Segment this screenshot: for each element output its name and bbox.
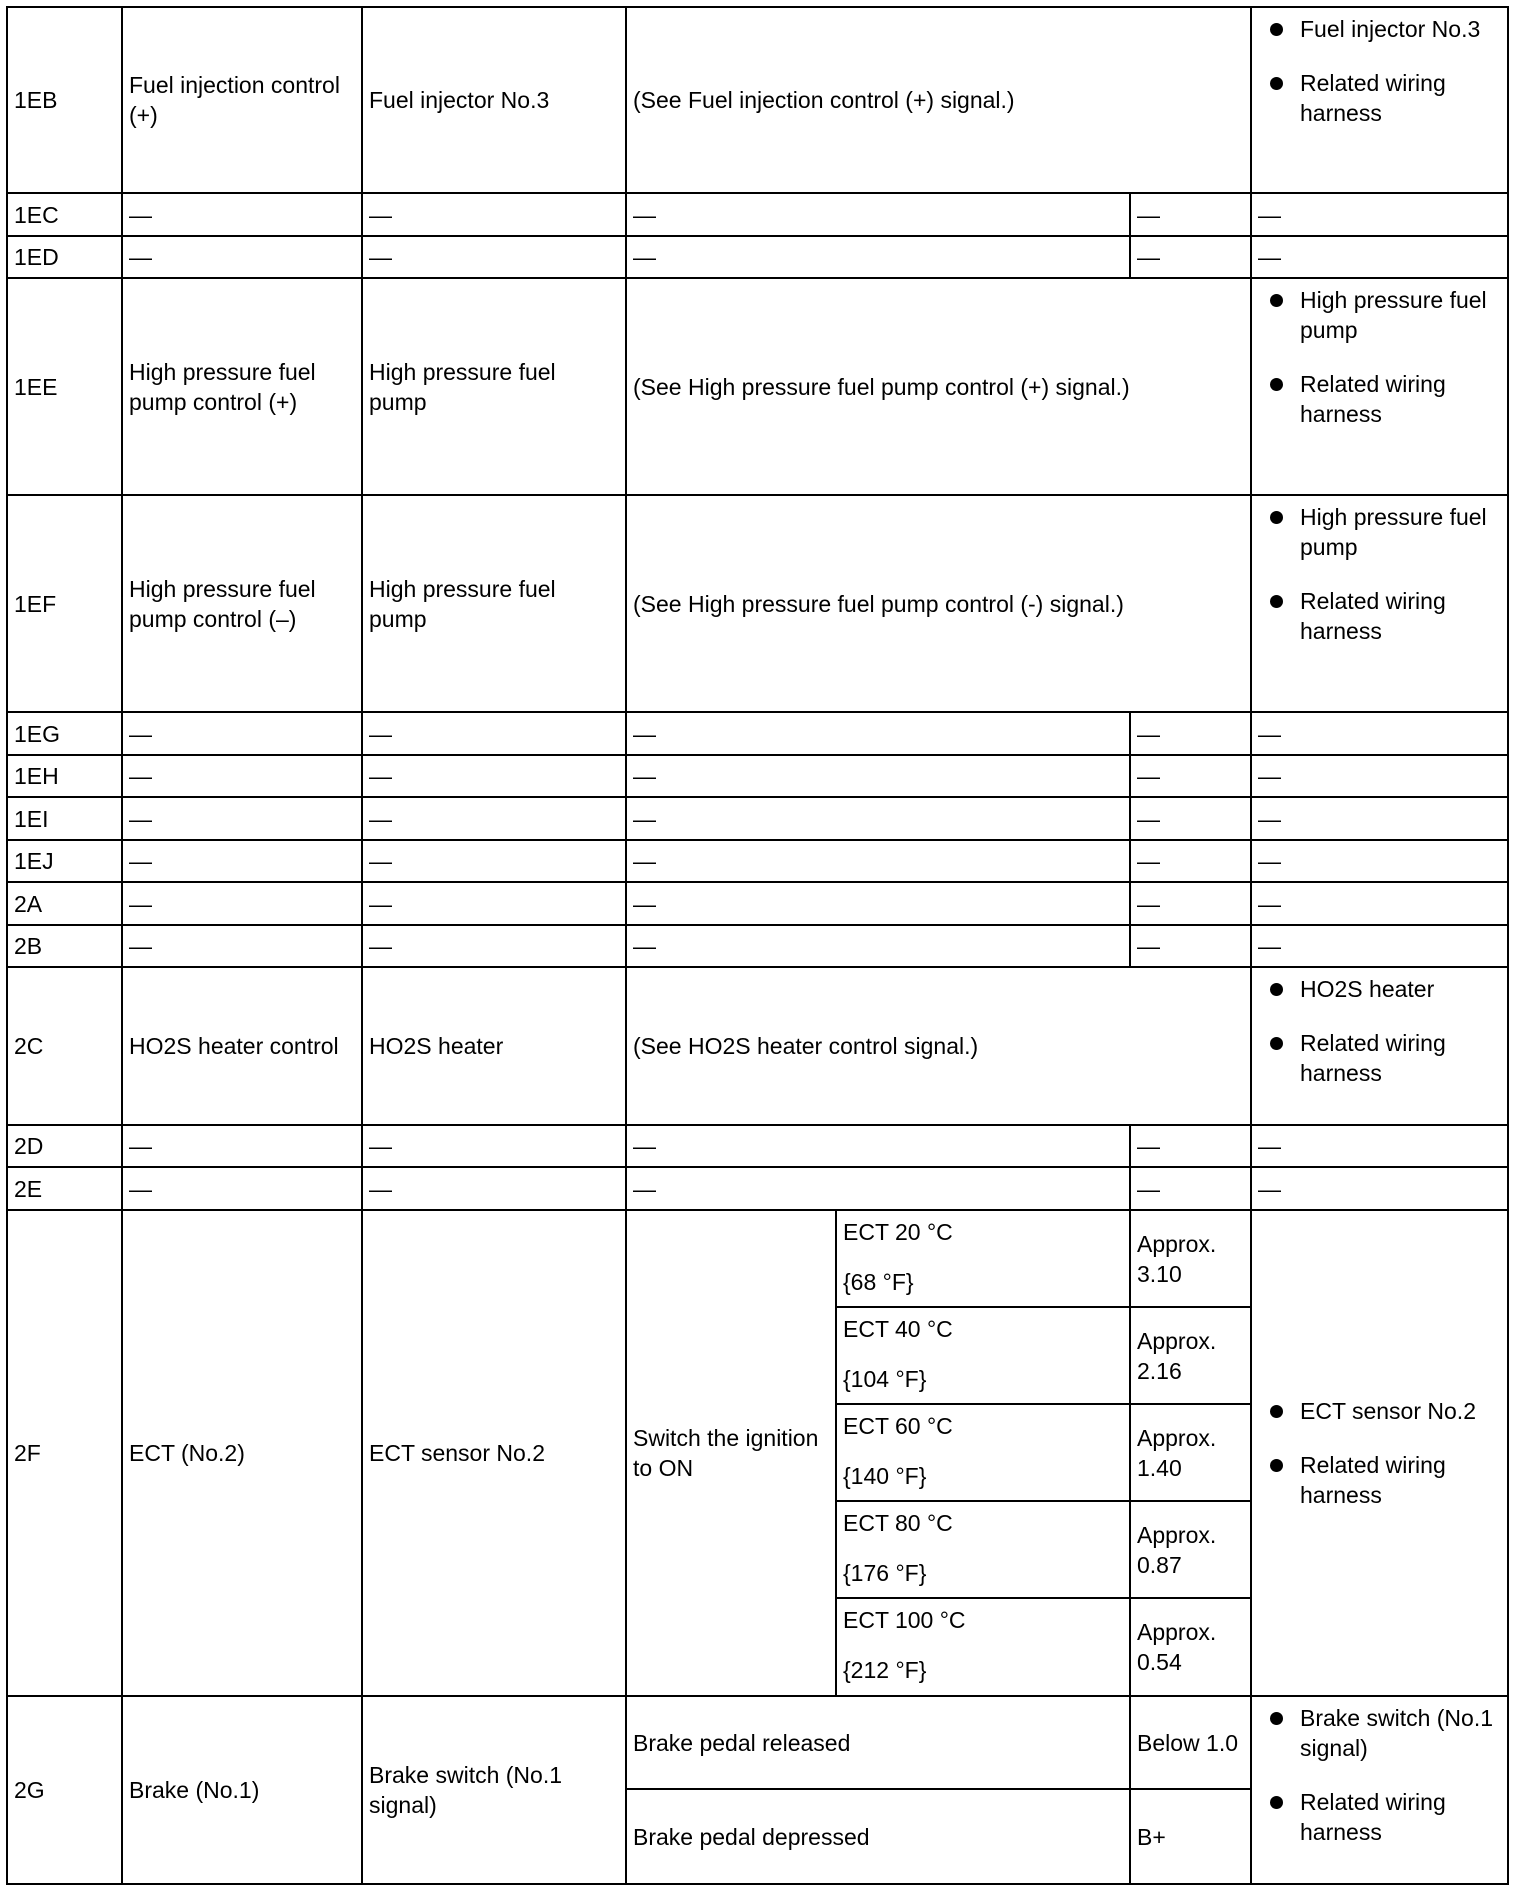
dash-cell: — [1251, 193, 1508, 236]
terminal-cell: 1EF [7, 495, 122, 712]
dash-cell: — [122, 755, 362, 797]
terminal-cell: 1EB [7, 7, 122, 193]
connected-to-cell: ECT sensor No.2 [362, 1210, 626, 1696]
sub-condition-cell [836, 1501, 1130, 1598]
connected-to-cell: High pressure fuel pump [362, 495, 626, 712]
dash-cell: — [1251, 1167, 1508, 1210]
inspection-item: Related wiring harness [1300, 1450, 1501, 1510]
terminal-cell: 2E [7, 1167, 122, 1210]
inspection-item: Related wiring harness [1300, 1028, 1501, 1088]
dash-cell: — [626, 882, 1130, 925]
terminal-cell: 1EG [7, 712, 122, 755]
connected-to-cell: HO2S heater [362, 967, 626, 1125]
dash-cell: — [362, 712, 626, 755]
inspection-item: ECT sensor No.2 [1300, 1396, 1501, 1426]
temp-fahrenheit: {104 °F} [843, 1366, 927, 1392]
temp-celsius: ECT 80 °C [843, 1510, 953, 1536]
dash-cell: — [122, 1167, 362, 1210]
dash-cell: — [626, 797, 1130, 840]
dash-cell: — [362, 236, 626, 278]
voltage-cell: Below 1.0 [1130, 1696, 1251, 1789]
terminal-cell: 2A [7, 882, 122, 925]
data-table [6, 6, 1509, 1885]
dash-cell: — [1130, 840, 1251, 882]
dash-cell: — [1130, 1167, 1251, 1210]
signal-cell: HO2S heater control [122, 967, 362, 1125]
temp-fahrenheit: {140 °F} [843, 1463, 927, 1489]
inspection-cell [1251, 1696, 1508, 1884]
signal-cell: High pressure fuel pump control (+) [122, 278, 362, 495]
inspection-item: HO2S heater [1300, 974, 1501, 1004]
signal-cell: Brake (No.1) [122, 1696, 362, 1884]
table-row [7, 278, 1508, 495]
table-row [7, 797, 1508, 840]
inspection-cell [1251, 278, 1508, 495]
condition-cell: Switch the ignition to ON [626, 1210, 836, 1696]
table-row [7, 967, 1508, 1125]
inspection-item: High pressure fuel pump [1300, 502, 1501, 562]
connected-to-cell: High pressure fuel pump [362, 278, 626, 495]
dash-cell: — [122, 882, 362, 925]
temp-fahrenheit: {212 °F} [843, 1657, 927, 1683]
condition-cell: Brake pedal depressed [626, 1789, 1130, 1884]
dash-cell: — [1251, 882, 1508, 925]
table-row [7, 712, 1508, 755]
terminal-cell: 1EI [7, 797, 122, 840]
inspection-item: High pressure fuel pump [1300, 285, 1501, 345]
table-row [7, 1696, 1508, 1789]
connected-to-cell: Fuel injector No.3 [362, 7, 626, 193]
table-row [7, 882, 1508, 925]
dash-cell: — [362, 840, 626, 882]
terminal-cell: 2D [7, 1125, 122, 1167]
inspection-item: Fuel injector No.3 [1300, 14, 1501, 44]
inspection-cell [1251, 967, 1508, 1125]
dash-cell: — [362, 797, 626, 840]
table-row [7, 1167, 1508, 1210]
dash-cell: — [1130, 1125, 1251, 1167]
dash-cell: — [1251, 797, 1508, 840]
table-row [7, 840, 1508, 882]
signal-cell: Fuel injection control (+) [122, 7, 362, 193]
terminal-cell: 1EC [7, 193, 122, 236]
dash-cell: — [1251, 712, 1508, 755]
sub-condition-cell [836, 1210, 1130, 1307]
table-row [7, 925, 1508, 967]
dash-cell: — [362, 1167, 626, 1210]
condition-cell: (See High pressure fuel pump control (+) signal.) [626, 278, 1251, 495]
condition-cell: Brake pedal released [626, 1696, 1130, 1789]
dash-cell: — [122, 236, 362, 278]
dash-cell: — [122, 193, 362, 236]
dash-cell: — [1251, 925, 1508, 967]
connected-to-cell: Brake switch (No.1 signal) [362, 1696, 626, 1884]
table-row [7, 7, 1508, 193]
voltage-cell: Approx. 2.16 [1130, 1307, 1251, 1404]
terminal-cell: 1EH [7, 755, 122, 797]
voltage-cell: Approx. 1.40 [1130, 1404, 1251, 1501]
dash-cell: — [1251, 755, 1508, 797]
dash-cell: — [1130, 925, 1251, 967]
signal-cell: High pressure fuel pump control (–) [122, 495, 362, 712]
dash-cell: — [362, 193, 626, 236]
table-row [7, 495, 1508, 712]
dash-cell: — [1130, 882, 1251, 925]
dash-cell: — [122, 1125, 362, 1167]
inspection-item: Brake switch (No.1 signal) [1300, 1703, 1501, 1763]
voltage-cell: Approx. 0.87 [1130, 1501, 1251, 1598]
inspection-item: Related wiring harness [1300, 68, 1501, 128]
voltage-cell: B+ [1130, 1789, 1251, 1884]
dash-cell: — [122, 925, 362, 967]
voltage-cell: Approx. 0.54 [1130, 1598, 1251, 1696]
terminal-cell: 1ED [7, 236, 122, 278]
inspection-cell [1251, 495, 1508, 712]
dash-cell: — [122, 797, 362, 840]
dash-cell: — [626, 925, 1130, 967]
dash-cell: — [1251, 1125, 1508, 1167]
sub-condition-cell [836, 1404, 1130, 1501]
signal-cell: ECT (No.2) [122, 1210, 362, 1696]
table-row [7, 1210, 1508, 1307]
dash-cell: — [1251, 236, 1508, 278]
dash-cell: — [1130, 797, 1251, 840]
terminal-cell: 2B [7, 925, 122, 967]
table-row [7, 193, 1508, 236]
inspection-item: Related wiring harness [1300, 586, 1501, 646]
dash-cell: — [122, 840, 362, 882]
dash-cell: — [362, 925, 626, 967]
dash-cell: — [626, 1125, 1130, 1167]
terminal-cell: 2F [7, 1210, 122, 1696]
temp-celsius: ECT 100 °C [843, 1607, 966, 1633]
dash-cell: — [626, 1167, 1130, 1210]
dash-cell: — [1130, 236, 1251, 278]
temp-fahrenheit: {176 °F} [843, 1560, 927, 1586]
dash-cell: — [1130, 755, 1251, 797]
temp-celsius: ECT 40 °C [843, 1316, 953, 1342]
condition-cell: (See Fuel injection control (+) signal.) [626, 7, 1251, 193]
temp-celsius: ECT 20 °C [843, 1219, 953, 1245]
dash-cell: — [626, 755, 1130, 797]
terminal-voltage-table [6, 6, 1509, 1885]
dash-cell: — [362, 755, 626, 797]
temp-celsius: ECT 60 °C [843, 1413, 953, 1439]
inspection-cell [1251, 7, 1508, 193]
dash-cell: — [1130, 193, 1251, 236]
condition-cell: (See High pressure fuel pump control (-) signal.) [626, 495, 1251, 712]
dash-cell: — [362, 1125, 626, 1167]
dash-cell: — [626, 840, 1130, 882]
inspection-cell [1251, 1210, 1508, 1696]
terminal-cell: 1EJ [7, 840, 122, 882]
condition-cell: (See HO2S heater control signal.) [626, 967, 1251, 1125]
voltage-cell: Approx. 3.10 [1130, 1210, 1251, 1307]
terminal-cell: 1EE [7, 278, 122, 495]
dash-cell: — [1251, 840, 1508, 882]
table-row [7, 236, 1508, 278]
temp-fahrenheit: {68 °F} [843, 1269, 914, 1295]
terminal-cell: 2C [7, 967, 122, 1125]
terminal-cell: 2G [7, 1696, 122, 1884]
sub-condition-cell [836, 1598, 1130, 1696]
dash-cell: — [122, 712, 362, 755]
sub-condition-cell [836, 1307, 1130, 1404]
table-row [7, 1125, 1508, 1167]
table-row [7, 755, 1508, 797]
dash-cell: — [626, 712, 1130, 755]
dash-cell: — [626, 193, 1130, 236]
inspection-item: Related wiring harness [1300, 369, 1501, 429]
dash-cell: — [1130, 712, 1251, 755]
dash-cell: — [362, 882, 626, 925]
inspection-item: Related wiring harness [1300, 1787, 1501, 1847]
dash-cell: — [626, 236, 1130, 278]
